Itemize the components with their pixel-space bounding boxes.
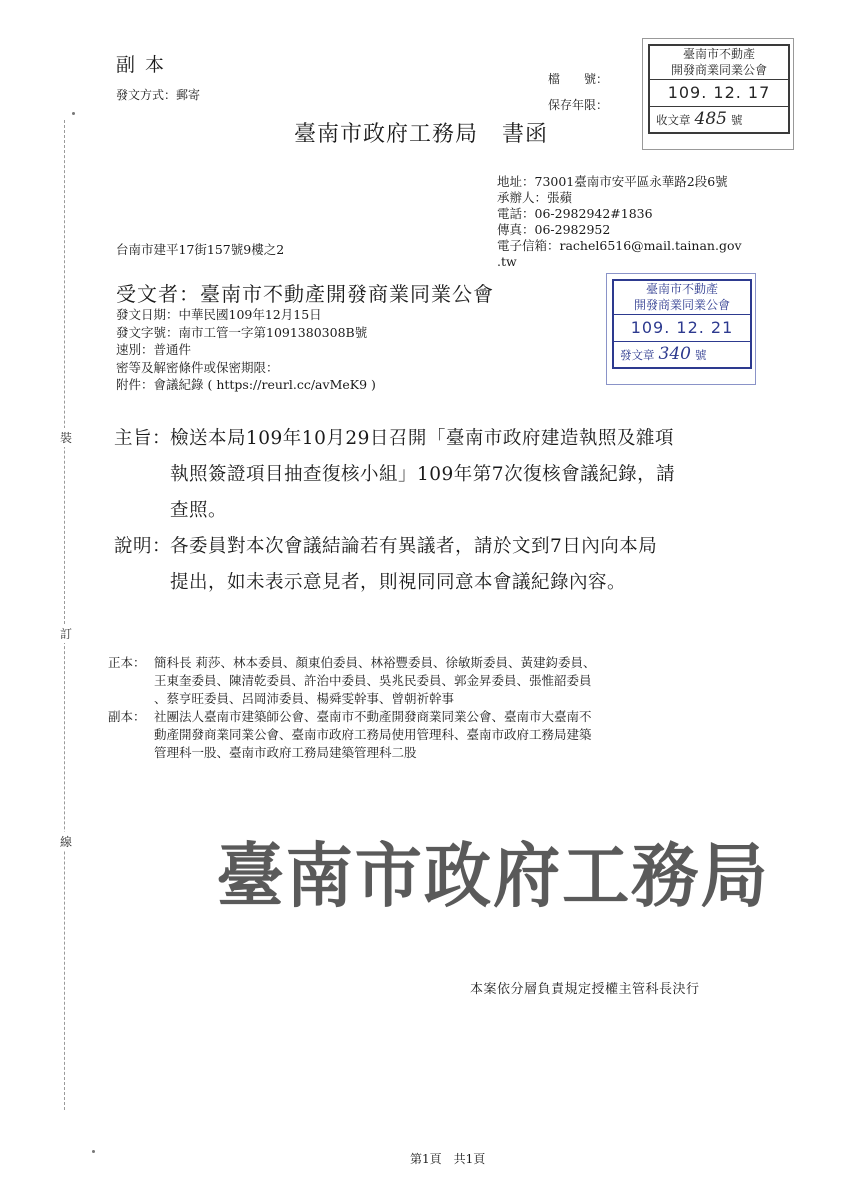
document-number: 發文字號：南市工管一字第1091380308B號: [116, 324, 368, 340]
explanation-line: 各委員對本次會議結論若有異議者，請於文到7日內向本局: [170, 536, 658, 557]
contact-email: 電子信箱：rachel6516@mail.tainan.gov: [497, 238, 742, 253]
stamp-receipt-label: 收文章: [656, 113, 691, 127]
explanation-label: 說明：: [114, 536, 172, 557]
explanation-section: [114, 529, 657, 601]
receipt-stamp: [648, 44, 790, 134]
agency-seal: 臺南市政府工務局: [216, 834, 770, 917]
contact-address: 地址：73001臺南市安平區永華路2段6號: [497, 174, 728, 189]
document-meta: [116, 306, 376, 394]
original-recipients-line: 簡科長 莉莎、林本委員、顏東伯委員、林裕豐委員、徐敏斯委員、黃建鈞委員、: [154, 655, 596, 670]
scan-speck: [72, 112, 75, 115]
delegation-note: 本案依分層負責規定授權主管科長決行: [470, 982, 700, 997]
subject-label: 主旨：: [114, 428, 172, 449]
stamp2-org-line2: 開發商業同業公會: [614, 297, 750, 315]
contact-phone: 電話：06-2982942#1836: [497, 206, 653, 221]
copy-label: 副本: [116, 54, 175, 76]
binding-mark-bind: 裝: [60, 428, 72, 447]
stamp-receipt-number: 485: [694, 109, 727, 129]
page-number: 第1頁 共1頁: [410, 1152, 486, 1166]
copy-recipients-line: 管理科一股、臺南市政府工務局建築管理科二股: [154, 745, 417, 760]
contact-email-continued: .tw: [497, 254, 517, 269]
send-method: 發文方式：郵寄: [116, 88, 201, 102]
archive-number: 檔 號：: [548, 72, 609, 86]
delivery-speed: 速別：普通件: [116, 342, 192, 357]
recipient-address: 台南市建平17街157號9樓之2: [116, 242, 285, 257]
stamp-org-line2: 開發商業同業公會: [650, 62, 788, 80]
binding-mark-line: 線: [60, 832, 72, 851]
original-recipients-label: 正本：: [108, 655, 146, 670]
stamp2-dispatch-line: [614, 341, 750, 367]
copy-recipients-line: 社團法人臺南市建築師公會、臺南市不動產開發商業同業公會、臺南市大臺南不: [154, 709, 592, 724]
contact-handler: 承辦人：張蘋: [497, 190, 573, 205]
copy-recipients-label: 副本：: [108, 709, 146, 724]
contact-block: [497, 174, 742, 270]
stamp-receipt-line: [650, 106, 788, 132]
stamp-receipt-suffix: 號: [730, 113, 743, 127]
security-level: 密等及解密條件或保密期限：: [116, 359, 279, 375]
original-recipients-line: 王東奎委員、陳清乾委員、許治中委員、吳兆民委員、郭金昇委員、張惟韶委員: [154, 673, 592, 688]
document-type: 書函: [502, 122, 549, 147]
distribution-list: [108, 654, 595, 762]
binding-mark-staple: 訂: [60, 624, 72, 643]
subject-line: 執照簽證項目抽查復核小組」109年第7次復核會議紀錄，請: [170, 464, 676, 485]
subject-line: 檢送本局109年10月29日召開「臺南市政府建造執照及雜項: [170, 428, 674, 449]
subject-section: [114, 421, 675, 529]
subject-line: 查照。: [170, 500, 228, 521]
document-title: [294, 117, 548, 148]
recipient: 受文者：臺南市不動產開發商業同業公會: [116, 282, 494, 306]
binding-line: [64, 120, 66, 1110]
contact-fax: 傳真：06-2982952: [497, 222, 611, 237]
stamp2-label: 發文章: [620, 348, 655, 362]
original-recipients-line: 、蔡亨旺委員、呂岡沛委員、楊舜雯幹事、曾朝祈幹事: [154, 691, 455, 706]
scan-speck: [92, 1150, 95, 1153]
explanation-line: 提出，如未表示意見者，則視同同意本會議紀錄內容。: [170, 572, 627, 593]
attachment: 附件：會議紀錄 ( https://reurl.cc/avMeK9 ): [116, 377, 376, 392]
issue-date: 發文日期：中華民國109年12月15日: [116, 307, 322, 322]
agency-name: 臺南市政府工務局: [294, 122, 479, 147]
retention-period: 保存年限：: [548, 98, 609, 112]
stamp2-number: 340: [658, 344, 691, 364]
dispatch-stamp: [612, 279, 752, 369]
copy-recipients-line: 動產開發商業同業公會、臺南市政府工務局使用管理科、臺南市政府工務局建築: [154, 727, 592, 742]
stamp2-org: 臺南市不動產: [645, 282, 718, 296]
stamp-org: 臺南市不動產: [682, 47, 755, 61]
stamp2-suffix: 號: [694, 348, 707, 362]
stamp2-date: 109. 12. 21: [630, 318, 734, 337]
stamp-date: 109. 12. 17: [667, 83, 771, 102]
